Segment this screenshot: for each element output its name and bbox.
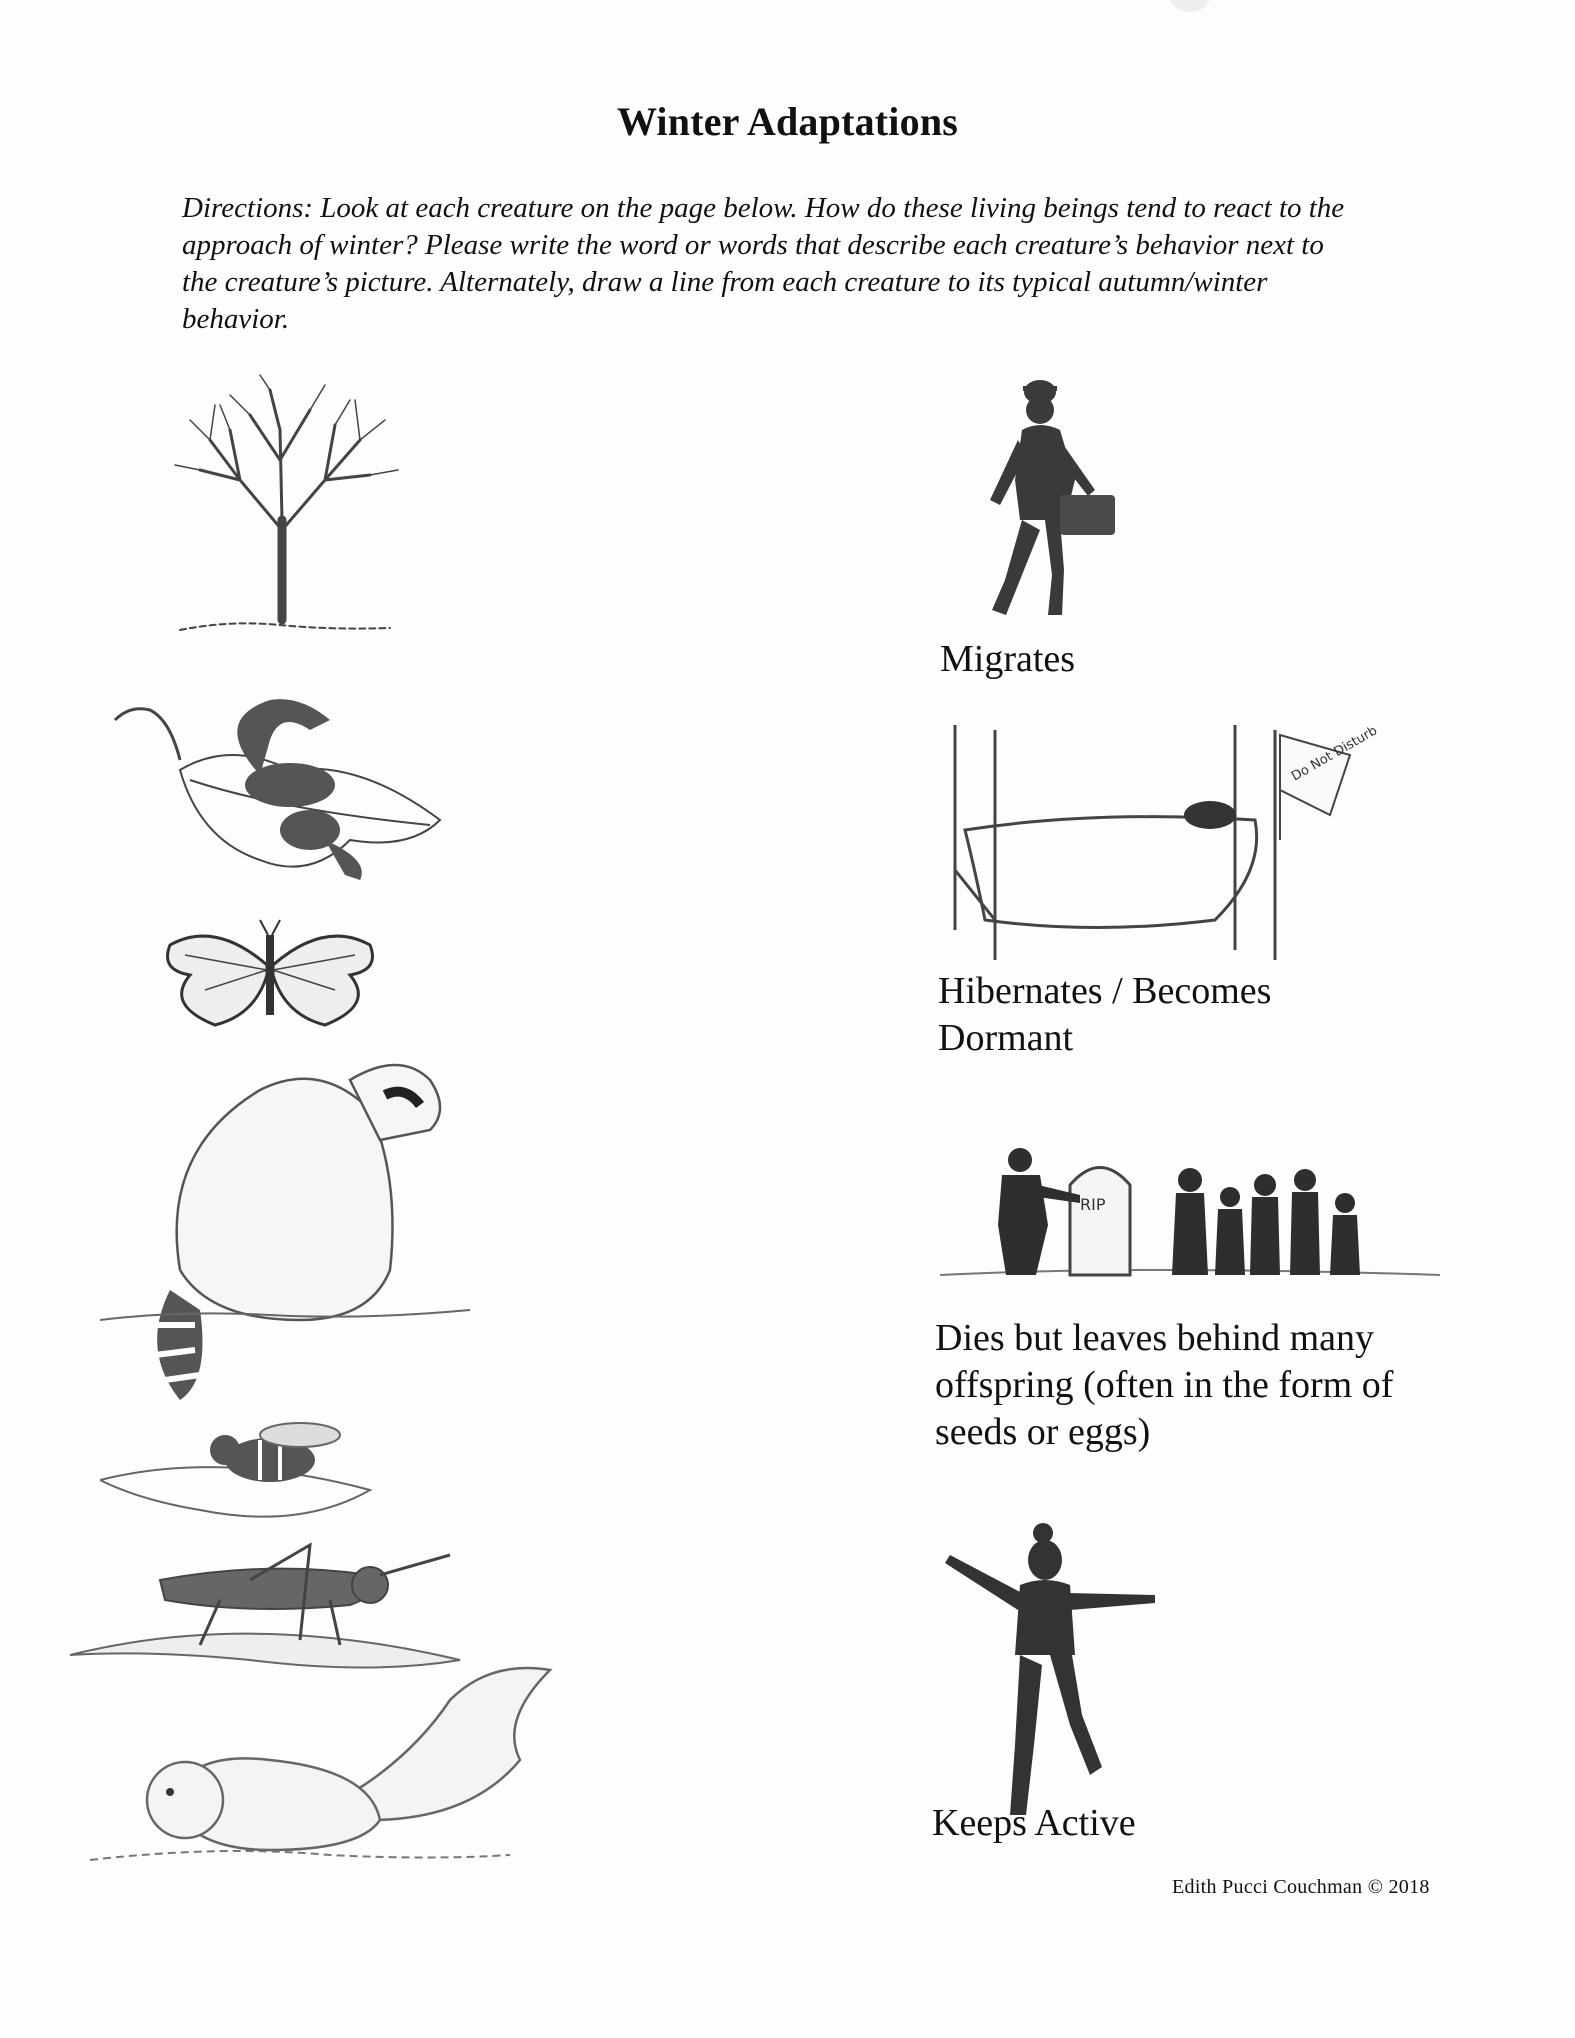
behavior-label-dies [935,1315,1393,1456]
behavior-label-hibernates-line2: Dormant [938,1017,1074,1059]
behavior-label-dies-line3: seeds or eggs) [935,1411,1151,1453]
page-title: Winter Adaptations [616,99,959,144]
behavior-label-keeps-active: Keeps Active [932,1802,1136,1844]
behavior-label-dies-line1: Dies but leaves behind many [935,1317,1375,1359]
scan-corner-mark [1170,0,1210,12]
behavior-label-hibernates-line1: Hibernates / Becomes [938,970,1272,1012]
directions-text: Directions: Look at each creature on the page below. How do these living beings tend to react to the approach of winter? Please write the word or words that describe each creature’s behavior next to the creature’s picture. Alternately, draw a line from each creature to its typical autumn/winter behavior. [182,192,1345,335]
raccoon-icon [100,1050,480,1410]
salamander-on-leaf-icon [110,680,450,890]
dancing-person-icon [930,1515,1170,1835]
behavior-label-hibernates [938,968,1271,1062]
sign-text: Do Not Disturb [1289,723,1381,785]
squirrel-icon [70,1660,570,1890]
bee-on-leaf-icon [100,1420,380,1540]
gravestone-text: RIP [1080,1195,1106,1214]
behavior-label-migrates: Migrates [940,638,1076,680]
behavior-label-dies-line2: offspring (often in the form of [935,1364,1394,1406]
butterfly-icon [155,915,385,1035]
grasshopper-icon [70,1540,470,1680]
bare-tree-icon [160,370,410,660]
bed-sleeper-icon [945,720,1385,960]
walking-man-suitcase-icon [960,370,1140,630]
gravestone-children-icon [940,1125,1440,1295]
copyright-credit: Edith Pucci Couchman © 2018 [1172,1876,1430,1898]
